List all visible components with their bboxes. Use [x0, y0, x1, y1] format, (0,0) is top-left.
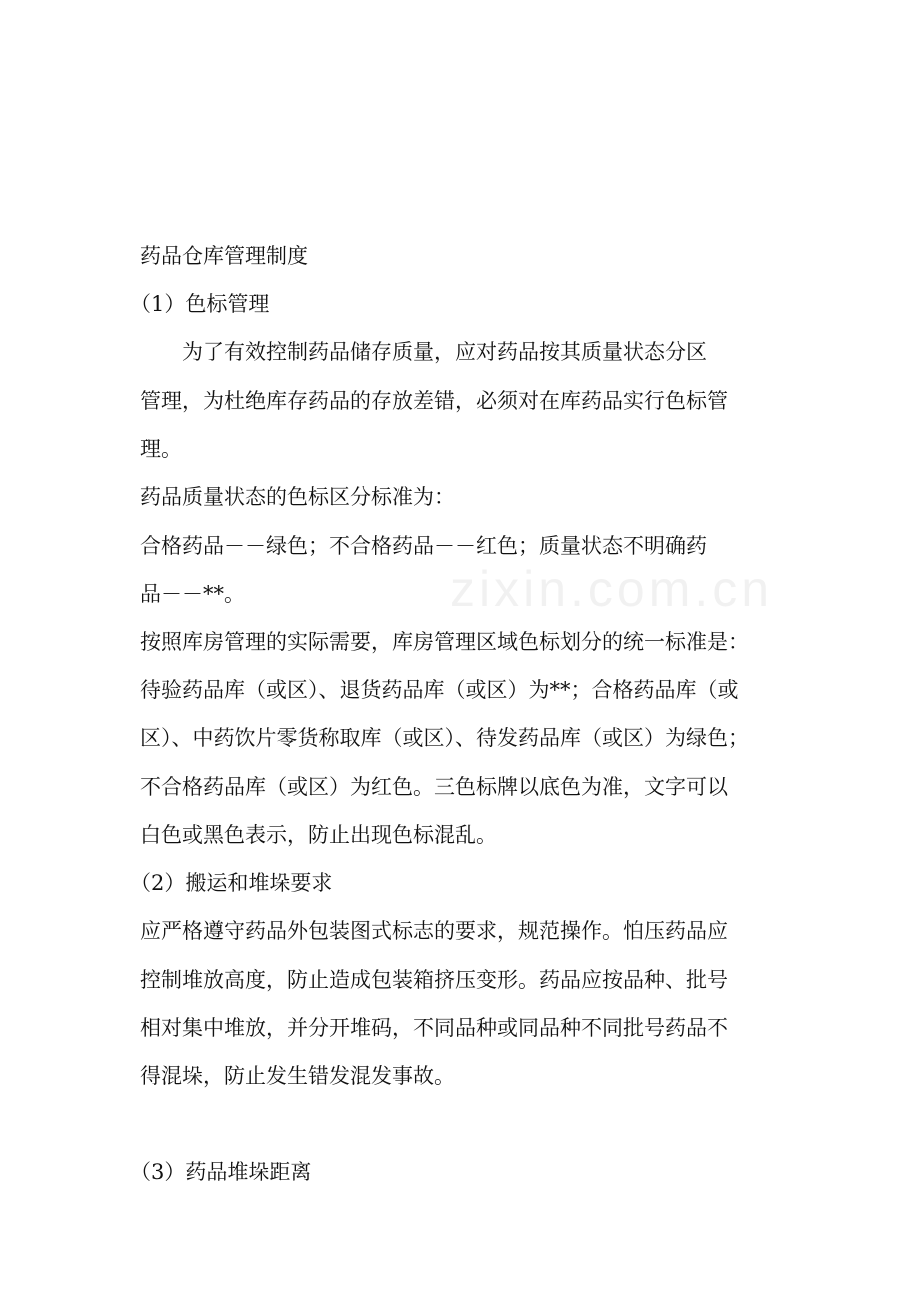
- section-2-paragraph-line: 控制堆放高度，防止造成包装箱挤压变形。药品应按品种、批号: [140, 968, 728, 992]
- standard-line: 品－－**。: [140, 582, 245, 606]
- section-1-paragraph-line: 理。: [140, 437, 182, 461]
- zones-line: 待验药品库（或区）、退货药品库（或区）为**；合格药品库（或: [140, 678, 739, 702]
- section-3-heading: （3）药品堆垛距离: [130, 1160, 312, 1184]
- section-1-heading: （1）色标管理: [130, 292, 270, 316]
- section-2-heading: （2）搬运和堆垛要求: [130, 871, 333, 895]
- section-1-paragraph-line: 为了有效控制药品储存质量，应对药品按其质量状态分区: [140, 340, 707, 364]
- section-2-paragraph-line: 相对集中堆放，并分开堆码，不同品种或同品种不同批号药品不: [140, 1016, 728, 1040]
- document-title: 药品仓库管理制度: [140, 244, 308, 268]
- section-1-paragraph-line: 管理，为杜绝库存药品的存放差错，必须对在库药品实行色标管: [140, 389, 728, 413]
- standard-intro: 药品质量状态的色标区分标准为：: [140, 485, 455, 509]
- zones-line: 区）、中药饮片零货称取库（或区）、待发药品库（或区）为绿色；: [140, 726, 749, 750]
- section-2-paragraph-line: 得混垛，防止发生错发混发事故。: [140, 1064, 455, 1088]
- section-2-paragraph-line: 应严格遵守药品外包装图式标志的要求，规范操作。怕压药品应: [140, 919, 728, 943]
- watermark-text: zixin.com.cn: [450, 561, 774, 617]
- zones-line: 按照库房管理的实际需要，库房管理区域色标划分的统一标准是：: [140, 630, 749, 654]
- standard-line: 合格药品－－绿色；不合格药品－－红色；质量状态不明确药: [140, 534, 707, 558]
- zones-line: 白色或黑色表示，防止出现色标混乱。: [140, 823, 497, 847]
- zones-line: 不合格药品库（或区）为红色。三色标牌以底色为准，文字可以: [140, 775, 728, 799]
